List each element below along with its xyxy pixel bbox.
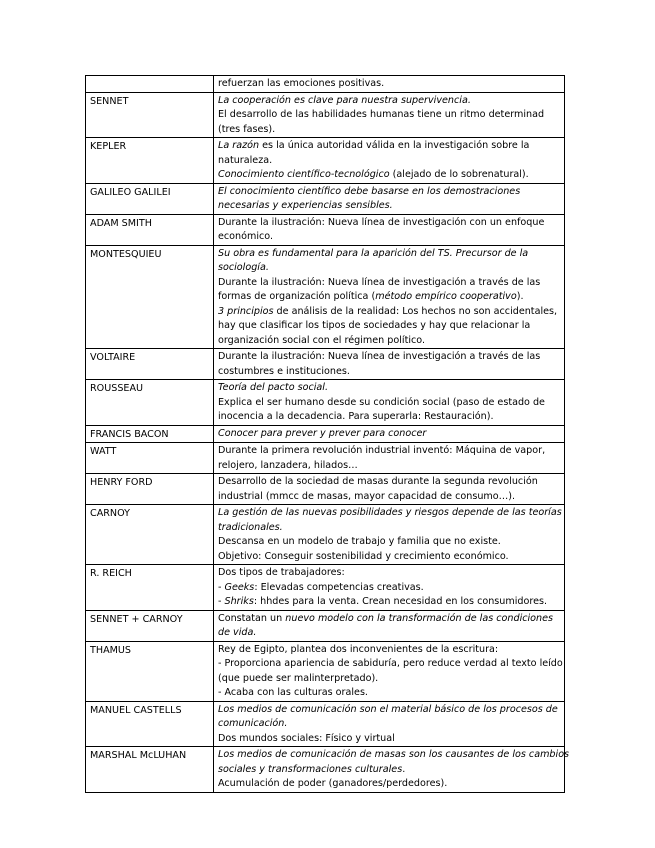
italic-text-segment: Su obra es fundamental para la aparición del TS. Precursor de la	[218, 247, 529, 259]
text-segment: : Elevadas competencias creativas.	[254, 581, 424, 593]
description-line	[218, 612, 560, 627]
description-line	[218, 535, 560, 550]
description-line	[218, 350, 560, 365]
description-line	[218, 444, 560, 459]
description-line	[218, 763, 560, 778]
description-line	[218, 319, 560, 334]
italic-text-segment: Conocimiento científico-tecnológico	[218, 169, 390, 180]
italic-text-segment: de vida.	[218, 627, 257, 638]
italic-text-segment: método empírico cooperativo	[375, 291, 517, 302]
italic-text-segment: sociales y transformaciones culturales	[218, 763, 403, 775]
text-segment: Objetivo: Conseguir sostenibilidad y crecimiento económico.	[218, 550, 509, 562]
table-row	[86, 610, 565, 641]
text-segment: : hhdes para la venta. Crean necesidad en los consumidores.	[253, 596, 548, 607]
italic-text-segment: necesarias y experiencias sensibles.	[218, 200, 393, 211]
text-segment: -	[218, 596, 225, 607]
author-description	[214, 183, 565, 214]
italic-text-segment: La razón	[218, 140, 260, 151]
author-description	[214, 505, 565, 565]
table-row	[86, 747, 565, 793]
description-line	[218, 459, 560, 474]
description-line	[218, 626, 560, 641]
author-name: HENRY FORD	[86, 474, 214, 505]
text-segment: Durante la ilustración: Nueva línea de investigación a través de las	[218, 351, 541, 362]
description-line	[218, 154, 560, 169]
italic-text-segment: Shriks	[224, 596, 254, 607]
text-segment: Rey de Egipto, plantea dos inconvenientes de la escritura:	[218, 643, 499, 655]
author-description	[214, 425, 565, 443]
author-name: MONTESQUIEU	[86, 245, 214, 349]
author-description	[214, 214, 565, 245]
author-name: MARSHAL McLUHAN	[86, 747, 214, 793]
author-name: THAMUS	[86, 641, 214, 701]
description-line	[218, 216, 560, 231]
italic-text-segment: sociología.	[218, 262, 269, 273]
table-row	[86, 183, 565, 214]
table-row	[86, 138, 565, 184]
description-line	[218, 168, 560, 183]
text-segment: Durante la ilustración: Nueva línea de investigación con un enfoque	[218, 216, 545, 228]
description-line	[218, 230, 560, 245]
description-line	[218, 365, 560, 380]
text-segment: El desarrollo de las habilidades humanas tiene un ritmo determinad	[218, 109, 545, 120]
text-segment: costumbres e instituciones.	[218, 365, 350, 377]
description-line	[218, 506, 560, 521]
description-line	[218, 672, 560, 687]
table-row	[86, 92, 565, 138]
author-description	[214, 443, 565, 474]
description-line	[218, 475, 560, 490]
author-name: ROUSSEAU	[86, 380, 214, 426]
italic-text-segment: comunicación.	[218, 718, 288, 729]
author-description	[214, 245, 565, 349]
description-line	[218, 410, 560, 425]
description-line	[218, 396, 560, 411]
table-body	[86, 76, 570, 793]
italic-text-segment: El conocimiento científico debe basarse en los demostraciones	[218, 185, 521, 197]
description-line	[218, 717, 560, 732]
author-name	[86, 76, 214, 93]
author-description	[214, 349, 565, 380]
description-line	[218, 185, 560, 200]
author-description	[214, 474, 565, 505]
italic-text-segment: Teoría del pacto social.	[218, 382, 329, 393]
description-line	[218, 139, 560, 154]
table-row	[86, 443, 565, 474]
text-segment: Dos tipos de trabajadores:	[218, 567, 345, 578]
description-line	[218, 521, 560, 536]
text-segment: económico.	[218, 231, 274, 242]
text-segment: Durante la primera revolución industrial inventó: Máquina de vapor,	[218, 445, 546, 456]
description-line	[218, 657, 563, 672]
authors-table	[85, 75, 570, 793]
text-segment: industrial (mmcc de masas, mayor capacidad de consumo…).	[218, 490, 516, 502]
author-description	[214, 138, 565, 184]
description-line	[218, 566, 560, 581]
text-segment: (alejado de lo sobrenatural).	[389, 169, 529, 180]
author-name: VOLTAIRE	[86, 349, 214, 380]
table-row	[86, 474, 565, 505]
italic-text-segment: tradicionales.	[218, 521, 283, 533]
text-segment: Acumulación de poder (ganadores/perdedores).	[218, 778, 448, 789]
description-line	[218, 276, 560, 291]
table-row	[86, 701, 565, 747]
description-line	[218, 732, 560, 747]
text-segment: refuerzan las emociones positivas.	[218, 78, 385, 89]
description-line	[218, 199, 560, 214]
author-description	[214, 747, 570, 793]
italic-text-segment: nuevo modelo con la transformación de las condiciones	[285, 612, 554, 624]
author-name: MANUEL CASTELLS	[86, 701, 214, 747]
description-line	[218, 247, 560, 262]
text-segment: Descansa en un modelo de trabajo y familia que no existe.	[218, 536, 501, 547]
italic-text-segment: Los medios de comunicación son el material básico de los procesos de	[218, 703, 558, 715]
text-segment: de análisis de la realidad: Los hechos no son accidentales,	[273, 305, 558, 317]
text-segment: hay que clasificar los tipos de sociedades y hay que relacionar la	[218, 320, 531, 331]
description-line	[218, 334, 560, 349]
text-segment: Dos mundos sociales: Físico y virtual	[218, 732, 395, 744]
italic-text-segment: La gestión de las nuevas posibilidades y riesgos depende de las teorías	[218, 507, 562, 518]
description-line	[218, 686, 560, 701]
description-line	[218, 94, 560, 109]
description-line	[218, 595, 560, 610]
table-row	[86, 76, 565, 93]
description-line	[218, 427, 560, 442]
description-line	[218, 777, 560, 792]
author-name: ADAM SMITH	[86, 214, 214, 245]
table-row	[86, 245, 565, 349]
author-description	[214, 380, 565, 426]
author-name: FRANCIS BACON	[86, 425, 214, 443]
author-description	[214, 76, 565, 93]
author-name: R. REICH	[86, 565, 214, 611]
text-segment: (tres fases).	[218, 123, 276, 135]
text-segment: Explica el ser humano desde su condición social (paso de estado de	[218, 396, 545, 408]
text-segment: - Acaba con las culturas orales.	[218, 687, 368, 698]
description-line	[218, 261, 560, 276]
text-segment: ).	[516, 291, 524, 302]
text-segment: naturaleza.	[218, 154, 273, 166]
author-description	[214, 701, 565, 747]
description-line	[218, 581, 560, 596]
author-name: CARNOY	[86, 505, 214, 565]
table-row	[86, 565, 565, 611]
author-name: GALILEO GALILEI	[86, 183, 214, 214]
description-line	[218, 748, 570, 763]
text-segment: Constatan un	[218, 612, 286, 624]
text-segment: relojero, lanzadera, hilados…	[218, 459, 358, 471]
text-segment: Durante la ilustración: Nueva línea de investigación a través de las	[218, 276, 541, 288]
text-segment: -	[218, 581, 225, 593]
author-name: SENNET + CARNOY	[86, 610, 214, 641]
author-description	[214, 641, 565, 701]
author-description	[214, 565, 565, 611]
italic-text-segment: La cooperación es clave para nuestra supervivencia.	[218, 94, 471, 106]
text-segment: organización social con el régimen político.	[218, 334, 426, 346]
text-segment: es la única autoridad válida en la investigación sobre la	[259, 140, 530, 151]
table-row	[86, 641, 565, 701]
author-name: SENNET	[86, 92, 214, 138]
table-row	[86, 380, 565, 426]
description-line	[218, 490, 560, 505]
description-line	[218, 77, 560, 92]
description-line	[218, 550, 560, 565]
description-line	[218, 290, 560, 305]
table-row	[86, 214, 565, 245]
author-name: WATT	[86, 443, 214, 474]
description-line	[218, 123, 560, 138]
description-line	[218, 108, 560, 123]
author-description	[214, 610, 565, 641]
description-line	[218, 305, 560, 320]
text-segment: formas de organización política (	[218, 291, 376, 302]
italic-text-segment: 3 principios	[218, 305, 274, 317]
description-line	[218, 381, 560, 396]
italic-text-segment: Geeks	[224, 581, 255, 593]
text-segment: Desarrollo de la sociedad de masas durante la segunda revolución	[218, 476, 538, 487]
text-segment: - Proporciona apariencia de sabiduría, pero reduce verdad al texto leído	[218, 658, 563, 669]
italic-text-segment: Los medios de comunicación de masas son los causantes de los cambios	[218, 749, 570, 760]
table-row	[86, 505, 565, 565]
table-row	[86, 349, 565, 380]
text-segment: (que puede ser malinterpretado).	[218, 672, 379, 684]
author-name: KEPLER	[86, 138, 214, 184]
author-description	[214, 92, 565, 138]
italic-text-segment: Conocer para prever y prever para conocer	[218, 427, 427, 439]
description-line	[218, 703, 560, 718]
table-row	[86, 425, 565, 443]
text-segment: .	[402, 763, 406, 775]
text-segment: inocencia a la decadencia. Para superarla: Restauración).	[218, 411, 494, 422]
description-line	[218, 643, 560, 658]
